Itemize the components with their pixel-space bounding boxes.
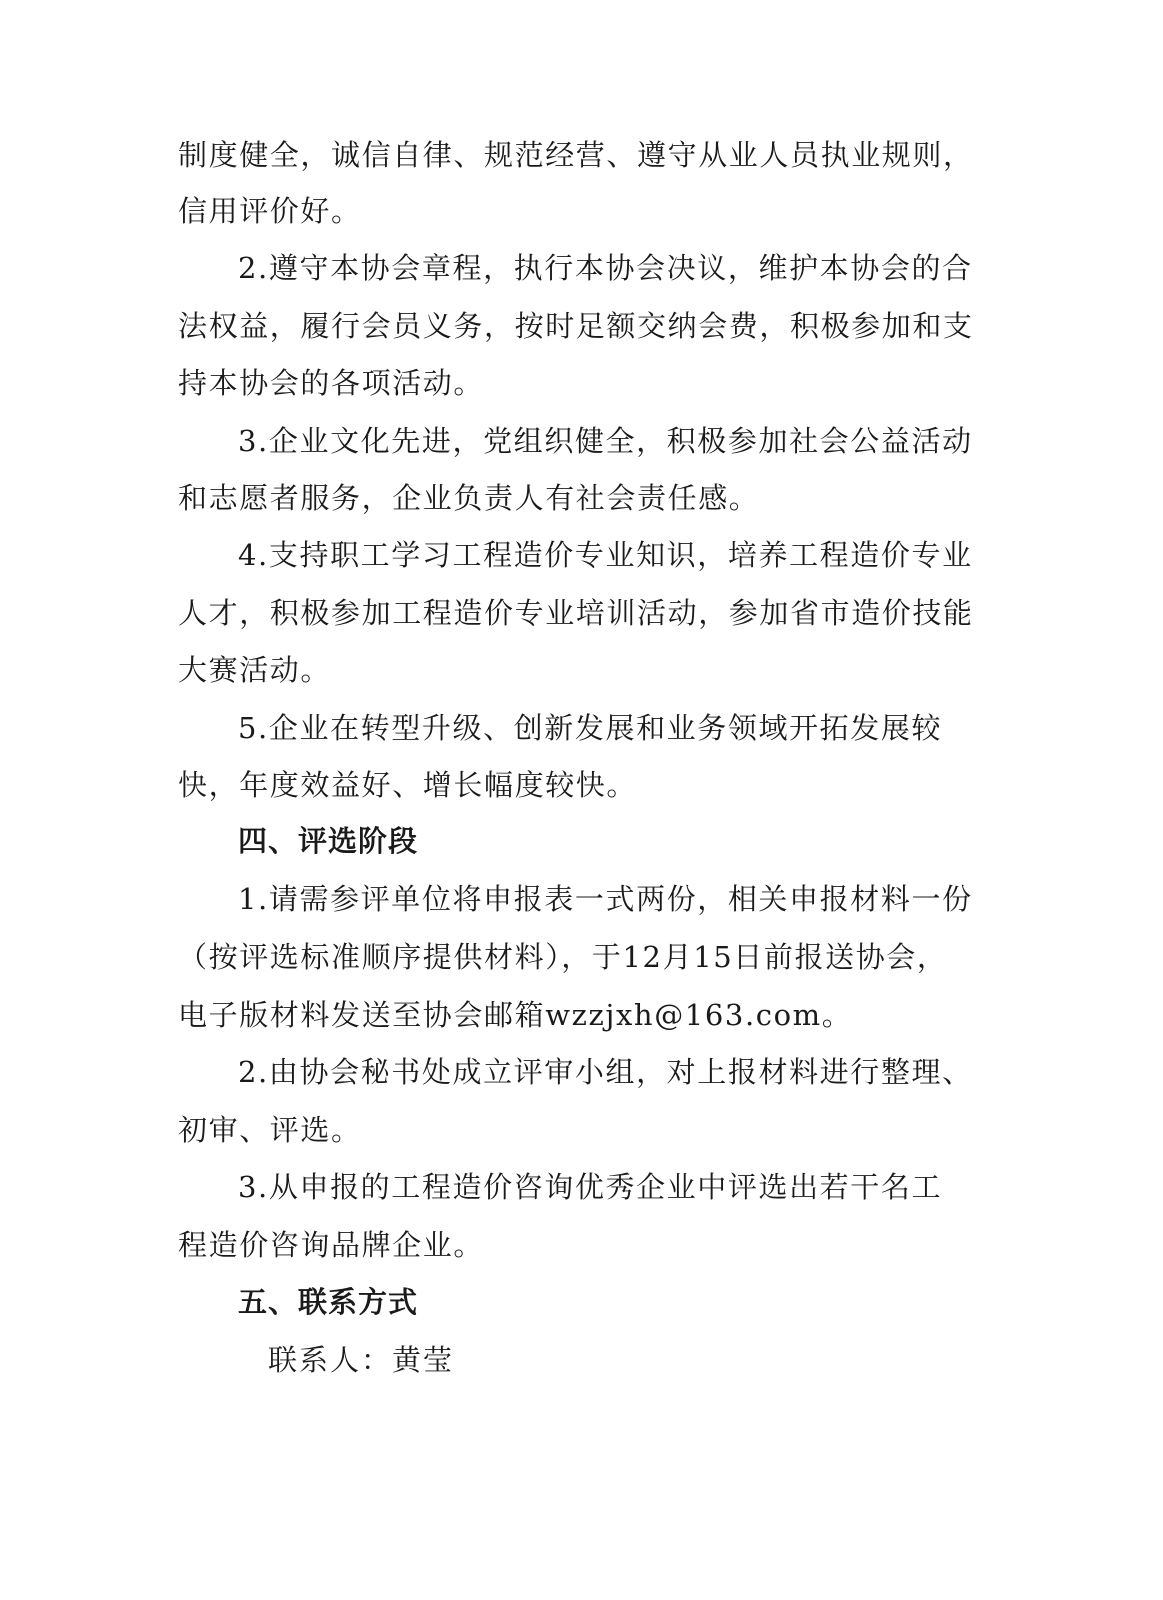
paragraph-line: 程造价咨询品牌企业。 — [178, 1228, 485, 1262]
paragraph-line: 3.企业文化先进，党组织健全，积极参加社会公益活动 — [238, 424, 973, 458]
contact-person: 联系人：黄莹 — [268, 1343, 455, 1377]
paragraph-line: 电子版材料发送至协会邮箱wzzjxh@163.com。 — [178, 998, 853, 1032]
paragraph-line: 3.从申报的工程造价咨询优秀企业中评选出若干名工 — [238, 1170, 943, 1204]
paragraph-line: 和志愿者服务，企业负责人有社会责任感。 — [178, 481, 760, 515]
section-heading-contact: 五、联系方式 — [238, 1285, 419, 1319]
section-heading-evaluation: 四、评选阶段 — [238, 824, 419, 858]
paragraph-line: 持本协会的各项活动。 — [178, 366, 485, 400]
paragraph-line: 5.企业在转型升级、创新发展和业务领域开拓发展较 — [238, 711, 943, 745]
paragraph-line: 初审、评选。 — [178, 1113, 362, 1147]
paragraph-line: 2.遵守本协会章程，执行本协会决议，维护本协会的合 — [238, 251, 973, 285]
paragraph-line: 人才，积极参加工程造价专业培训活动，参加省市造价技能 — [178, 596, 974, 630]
paragraph-line: 4.支持职工学习工程造价专业知识，培养工程造价专业 — [238, 538, 973, 572]
paragraph-line: 2.由协会秘书处成立评审小组，对上报材料进行整理、 — [238, 1055, 973, 1089]
paragraph-line: 大赛活动。 — [178, 653, 332, 687]
paragraph-line: 制度健全，诚信自律、规范经营、遵守从业人员执业规则， — [178, 138, 974, 172]
paragraph-line: 快，年度效益好、增长幅度较快。 — [178, 768, 638, 802]
paragraph-line: （按评选标准顺序提供材料），于12月15日前报送协会， — [178, 940, 948, 974]
paragraph-line: 信用评价好。 — [178, 194, 362, 228]
paragraph-line: 1.请需参评单位将申报表一式两份，相关申报材料一份 — [238, 882, 973, 916]
paragraph-line: 法权益，履行会员义务，按时足额交纳会费，积极参加和支 — [178, 309, 974, 343]
